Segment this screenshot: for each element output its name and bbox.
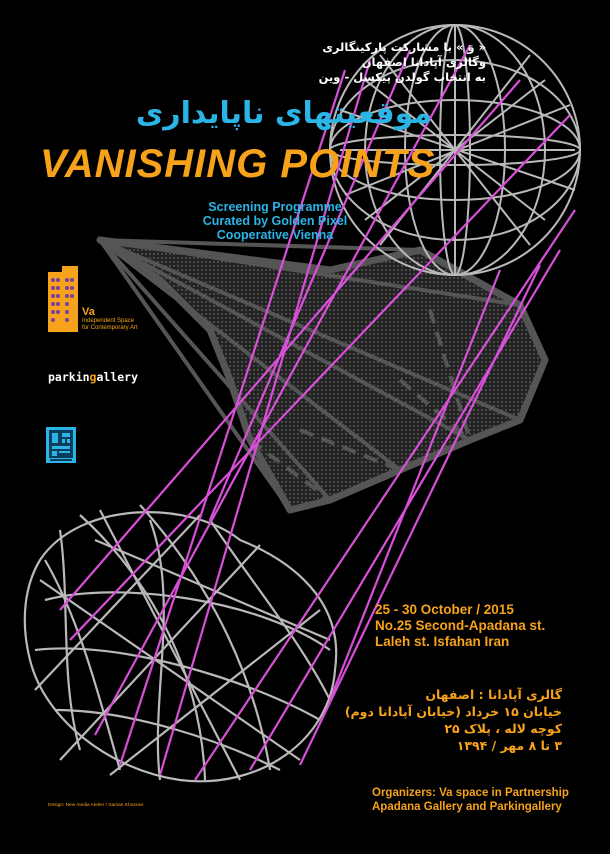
persian-address-line3: کوچه لاله ، پلاک ۲۵: [444, 721, 562, 736]
organizers-line1: Organizers: Va space in Partnership: [372, 787, 569, 799]
parking-part1: parkin: [48, 370, 90, 384]
wireframe-blob-bottom: [25, 505, 336, 781]
persian-credits-line3: به انتخاب گولدن پیکسل - وین: [318, 70, 486, 84]
va-logo-icon: [48, 266, 78, 332]
va-logo-text: [82, 307, 138, 331]
persian-credits: [319, 40, 486, 85]
organizers-line2: Apadana Gallery and Parkingallery: [372, 801, 562, 813]
event-info: [375, 602, 545, 650]
parking-part3: allery: [96, 370, 139, 384]
programme-line2: Curated by Golden Pixel: [202, 214, 348, 228]
programme-line3: Cooperative Vienna: [216, 228, 334, 242]
parking-part2: g: [89, 370, 97, 384]
programme-line1: Screening Programme: [208, 200, 342, 214]
english-title: VANISHING POINTS: [40, 142, 436, 186]
persian-address-line1: گالری آپادانا : اصفهان: [425, 687, 562, 702]
event-dates: 25 - 30 October / 2015: [375, 602, 514, 617]
persian-address: [345, 686, 562, 754]
apadana-gallery-logo-icon: [46, 427, 76, 463]
event-address2: Laleh st. Isfahan Iran: [375, 634, 510, 649]
va-logo-name: Va: [82, 306, 95, 318]
organizers: [372, 786, 569, 814]
parkingallery-logo: [48, 370, 138, 384]
programme-info: [180, 200, 370, 242]
event-address1: No.25 Second-Apadana st.: [375, 618, 546, 633]
persian-title: موقعیتهای ناپایداری: [135, 96, 432, 131]
persian-credits-line2: وگالری آپادانا اصفهان: [361, 55, 486, 69]
design-credit: Design: New media Atelier / Saman Khosravi: [48, 803, 144, 808]
va-logo-line1: Independent Space: [82, 318, 135, 324]
persian-address-line4: ۳ تا ۸ مهر / ۱۳۹۴: [456, 738, 562, 753]
persian-address-line2: خیابان ۱۵ خرداد (خیابان آپادانا دوم): [344, 704, 562, 719]
persian-credits-line1: « وَ » با مشارکت پارکینگالری: [322, 40, 486, 54]
va-logo-line2: for Contemporary Art: [82, 324, 138, 331]
